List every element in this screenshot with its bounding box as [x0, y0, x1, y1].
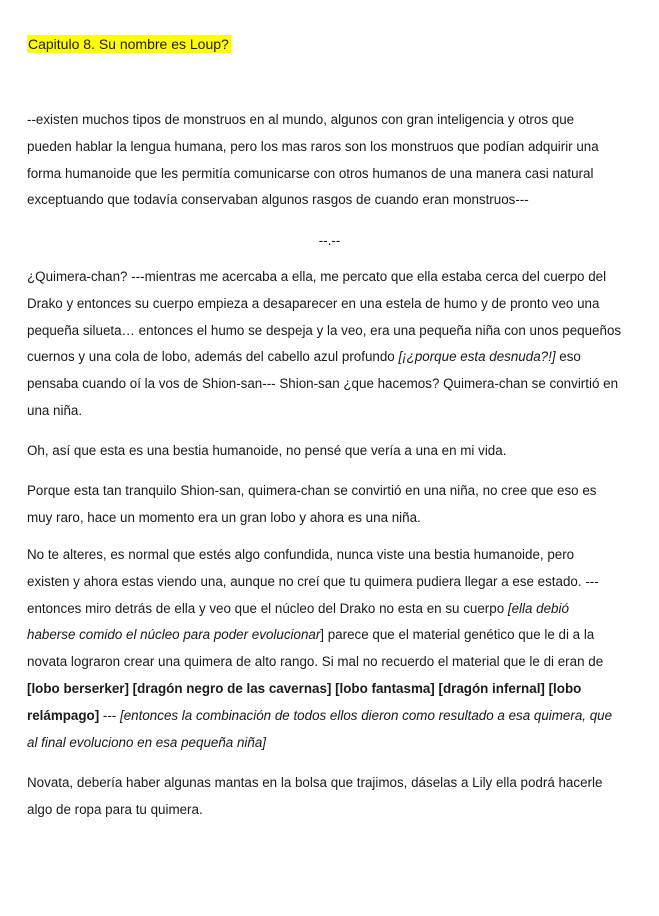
text-run: ---	[99, 707, 121, 723]
material-list: relámpago]	[27, 707, 100, 723]
text-line: novata lograron crear una quimera de alto rango. Si mal no recuerdo el material que le di eran de	[27, 654, 604, 670]
thought-text: [¡¿porque esta desnuda?!]	[398, 349, 556, 365]
scene-separator: --.--	[318, 233, 341, 248]
text-line	[27, 622, 637, 649]
paragraph-bestia	[27, 438, 637, 465]
text-line	[27, 344, 637, 371]
text-run: entonces miro detrás de ella y veo que el núcleo del Drako no esta en su cuerpo	[27, 600, 508, 616]
text-run: cuernos y una cola de lobo, además del cabello azul profundo	[27, 349, 399, 365]
chapter-title: Capitulo 8. Su nombre es Loup?	[28, 36, 229, 52]
thought-text: [ella debió	[507, 600, 569, 616]
text-run: ] parece que el material genético que le di a la	[320, 627, 595, 643]
text-line: muy raro, hace un momento era un gran lobo y ahora es una niña.	[27, 509, 421, 525]
thought-text: al final evoluciono en esa pequeña niña]	[27, 734, 266, 750]
text-line: exceptuando que todavía conservaban algunos rasgos de cuando eran monstruos---	[27, 192, 529, 208]
thought-text: [entonces la combinación de todos ellos dieron como resultado a esa quimera, que	[120, 707, 613, 723]
text-line: forma humanoide que les permitía comunicarse con otros humanos de una manera casi natural	[27, 165, 594, 181]
text-line	[27, 596, 637, 623]
text-line: pequeña silueta… entonces el humo se despeja y la veo, era una pequeña niña con unos pequeños	[27, 322, 622, 338]
text-line: ¿Quimera-chan? ---mientras me acercaba a ella, me percato que ella estaba cerca del cuerpo del	[27, 269, 607, 284]
paragraph-intro	[27, 107, 637, 214]
text-line: Oh, así que esta es una bestia humanoide, no pensé que vería a una en mi vida.	[27, 443, 507, 458]
thought-text: haberse comido el núcleo para poder evolucionar	[27, 627, 321, 643]
text-line: Novata, debería haber algunas mantas en la bolsa que trajimos, dáselas a Lily ella podrá hacerle	[27, 775, 603, 790]
text-line: Porque esta tan tranquilo Shion-san, quimera-chan se convirtió en una niña, no cree que eso es	[27, 483, 597, 498]
material-list: [lobo berserker] [dragón negro de las cavernas] [lobo fantasma] [dragón infernal] [lobo	[27, 680, 582, 696]
text-line: pueden hablar la lengua humana, pero los mas raros son los monstruos que podían adquirir una	[27, 138, 599, 154]
paragraph-quimera	[27, 264, 637, 425]
text-line: Drako y entonces su cuerpo empieza a desaparecer en una estela de humo y de pronto veo una	[27, 295, 600, 311]
text-line: No te alteres, es normal que estés algo confundida, nunca viste una bestia humanoide, pero	[27, 547, 575, 562]
text-line	[27, 676, 637, 703]
paragraph-novata	[27, 770, 637, 824]
text-run: eso	[555, 349, 581, 365]
text-line: algo de ropa para tu quimera.	[27, 801, 203, 817]
text-line: existen y ahora estas viendo una, aunque no creí que tu quimera pudiera llegar a ese estado. ---	[27, 573, 599, 589]
text-line	[27, 703, 637, 730]
paragraph-alteres	[27, 542, 637, 756]
text-line: pensaba cuando oí la vos de Shion-san--- Shion-san ¿que hacemos? Quimera-chan se convirtió en	[27, 376, 619, 392]
text-line: --existen muchos tipos de monstruos en al mundo, algunos con gran inteligencia y otros que	[27, 112, 575, 127]
text-line	[27, 730, 637, 757]
paragraph-tranquilo	[27, 478, 637, 532]
text-line: una niña.	[27, 402, 83, 418]
